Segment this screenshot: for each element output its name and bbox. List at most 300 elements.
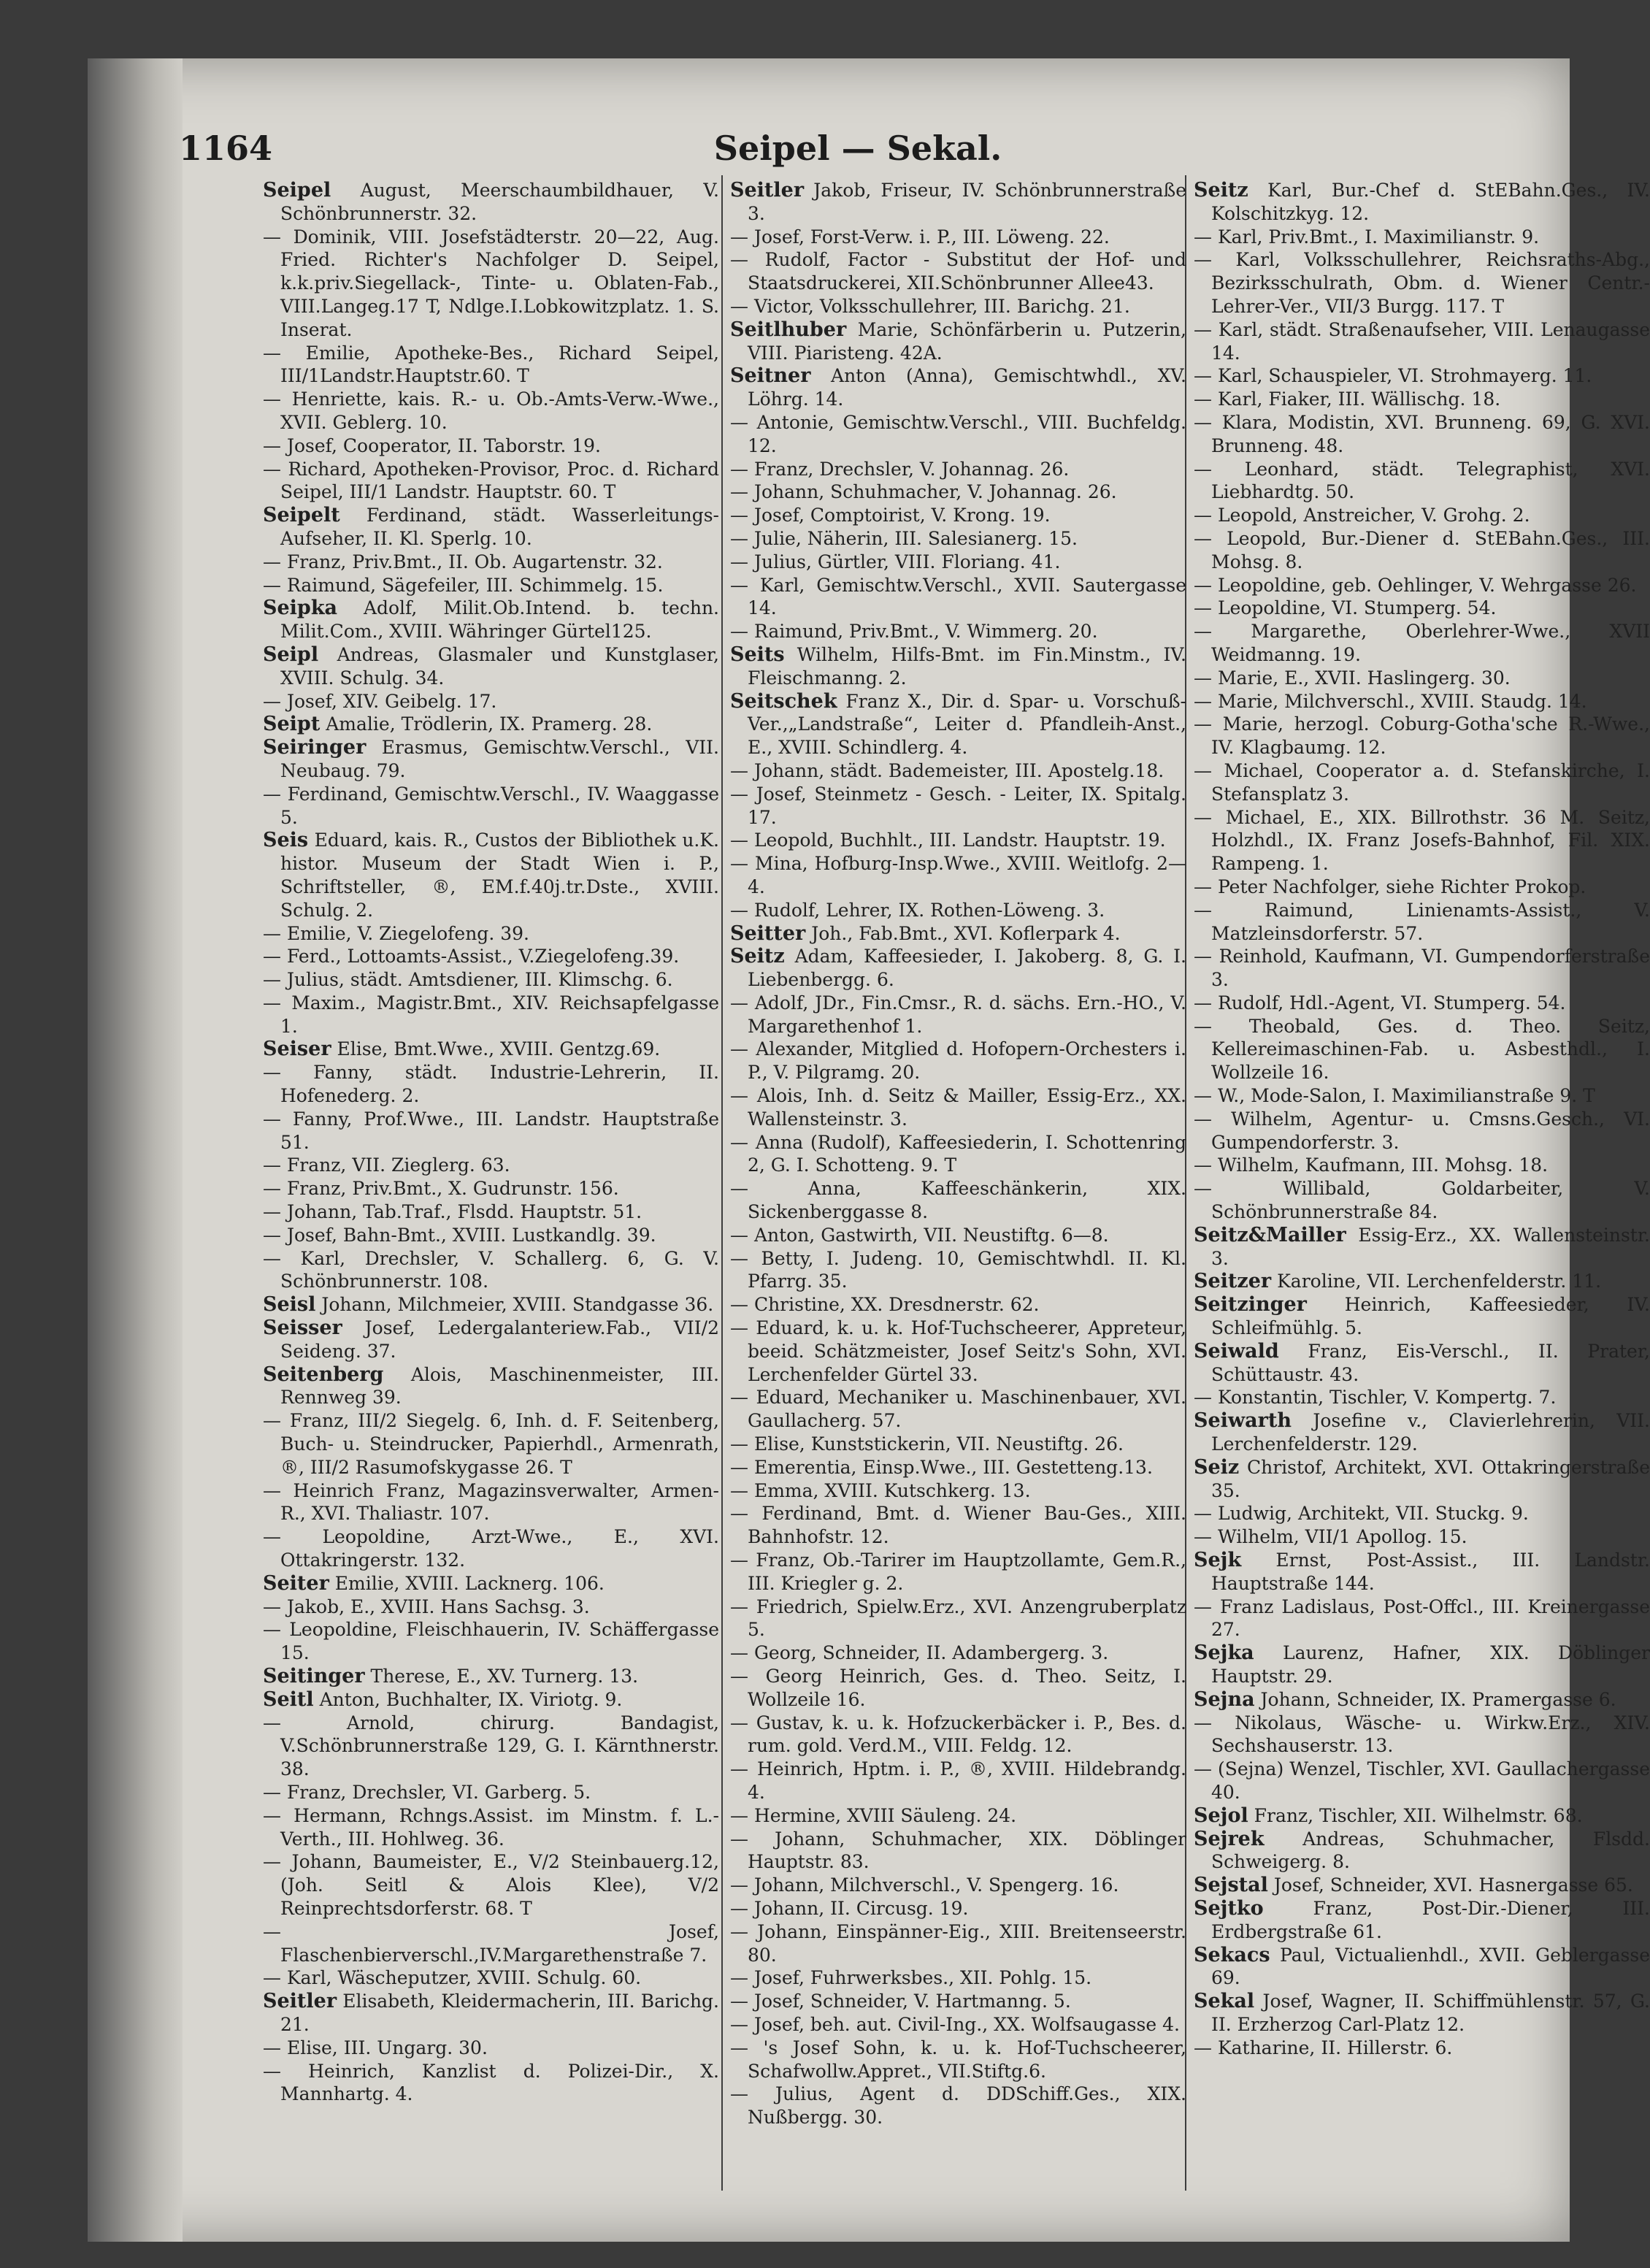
directory-entry bbox=[1194, 899, 1650, 946]
directory-entry bbox=[730, 852, 1186, 899]
running-title: Seipel — Sekal. bbox=[713, 129, 1002, 168]
entry-surname: Seiz bbox=[1194, 1455, 1240, 1479]
directory-entry bbox=[1194, 1874, 1650, 1897]
directory-entry bbox=[730, 1804, 1186, 1828]
entry-details: — Victor, Volksschullehrer, III. Barichg. 21. bbox=[730, 295, 1130, 317]
directory-entry bbox=[1194, 1944, 1650, 1991]
entry-details: — Anna (Rudolf), Kaffeesiederin, I. Schottenring 2, G. I. Schotteng. 9. T bbox=[730, 1131, 1186, 1176]
column-3 bbox=[1194, 179, 1650, 2194]
directory-entry bbox=[263, 945, 719, 968]
directory-entry bbox=[263, 1061, 719, 1108]
entry-details: — Franz, Drechsler, V. Johannag. 26. bbox=[730, 458, 1070, 480]
entry-details: — Ferd., Lottoamts-Assist., V.Ziegelofeng.39. bbox=[263, 946, 680, 968]
entry-surname: Seitinger bbox=[263, 1665, 365, 1687]
directory-entry bbox=[730, 1920, 1186, 1967]
directory-entry bbox=[1194, 2037, 1650, 2060]
entry-details: — Karl, Fiaker, III. Wällischg. 18. bbox=[1194, 388, 1501, 410]
entry-details: — Ferdinand, Bmt. d. Wiener Bau-Ges., XIII. Bahnhofstr. 12. bbox=[730, 1503, 1186, 1548]
entry-details: — Alexander, Mitglied d. Hofopern-Orchesters i. P., V. Pilgramg. 20. bbox=[730, 1038, 1186, 1084]
directory-entry bbox=[730, 1084, 1186, 1131]
entry-surname: Seipl bbox=[263, 643, 319, 666]
directory-entry bbox=[730, 458, 1186, 481]
entry-details: — Karl, Wäscheputzer, XVIII. Schulg. 60. bbox=[263, 1967, 642, 1989]
directory-entry bbox=[730, 1386, 1186, 1433]
entry-details: — Julius, städt. Amtsdiener, III. Klimschg. 6. bbox=[263, 969, 673, 991]
directory-entry bbox=[1194, 1177, 1650, 1224]
entry-surname: Seitzinger bbox=[1194, 1293, 1307, 1317]
directory-entry bbox=[263, 713, 719, 736]
entry-details: — Raimund, Linienamts-Assist., V. Matzleinsdorferstr. 57. bbox=[1194, 899, 1650, 944]
entry-surname: Seipt bbox=[263, 713, 321, 736]
directory-entry bbox=[730, 1665, 1186, 1712]
entry-details: — Klara, Modistin, XVI. Brunneng. 69, G. XVI. Brunneng. 48. bbox=[1194, 411, 1650, 456]
entry-details: Adolf, Milit.Ob.Intend. b. techn. Milit.Com., XVIII. Währinger Gürtel125. bbox=[280, 597, 719, 643]
entry-surname: Sejrek bbox=[1194, 1827, 1265, 1850]
directory-entry bbox=[730, 1293, 1186, 1317]
entry-details: — Julius, Gürtler, VIII. Floriang. 41. bbox=[730, 551, 1061, 572]
entry-surname: Seipka bbox=[263, 597, 338, 620]
entry-details: — Franz, Priv.Bmt., X. Gudrunstr. 156. bbox=[263, 1178, 619, 1200]
directory-entry bbox=[1194, 458, 1650, 505]
entry-details: Christof, Architekt, XVI. Ottakringerstraße 35. bbox=[1211, 1456, 1650, 1501]
directory-entry bbox=[1194, 1270, 1650, 1293]
entry-details: — Leopoldine, Arzt-Wwe., E., XVI. Ottakringerstr. 132. bbox=[263, 1526, 719, 1571]
directory-entry bbox=[730, 1433, 1186, 1456]
entry-details: — Michael, Cooperator a. d. Stefanskirche, I. Stefansplatz 3. bbox=[1194, 759, 1650, 805]
entry-details: Essig-Erz., XX. Wallensteinstr. 3. bbox=[1211, 1224, 1650, 1269]
directory-entry bbox=[1194, 1015, 1650, 1084]
directory-entry bbox=[263, 1618, 719, 1665]
entry-surname: Seitner bbox=[730, 364, 811, 388]
entry-details: — Maxim., Magistr.Bmt., XIV. Reichsapfelgasse 1. bbox=[263, 992, 719, 1037]
directory-entry bbox=[1194, 1828, 1650, 1874]
directory-entry bbox=[1194, 806, 1650, 876]
entry-details: — Leopold, Bur.-Diener d. StEBahn.Ges., III. Mohsg. 8. bbox=[1194, 527, 1650, 572]
entry-details: Heinrich, Kaffeesieder, IV. Schleifmühlg. 5. bbox=[1211, 1294, 1650, 1339]
directory-entry bbox=[263, 597, 719, 643]
directory-entry bbox=[730, 945, 1186, 992]
directory-entry bbox=[730, 248, 1186, 295]
entry-surname: Seitz bbox=[730, 945, 785, 968]
directory-entry bbox=[263, 1990, 719, 2037]
entry-details: — Leopold, Anstreicher, V. Grohg. 2. bbox=[1194, 505, 1530, 526]
entry-details: — Wilhelm, VII/1 Apollog. 15. bbox=[1194, 1526, 1467, 1548]
entry-details: Andreas, Schuhmacher, Flsdd. Schweigerg. 8. bbox=[1211, 1828, 1650, 1873]
entry-surname: Seipel bbox=[263, 179, 331, 202]
entry-details: — Heinrich, Hptm. i. P., ®, XVIII. Hildebrandg. 4. bbox=[730, 1758, 1186, 1803]
entry-details: — Alois, Inh. d. Seitz & Mailler, Essig-Erz., XX. Wallensteinstr. 3. bbox=[730, 1085, 1186, 1130]
directory-entry bbox=[1194, 992, 1650, 1015]
entry-surname: Seiter bbox=[263, 1571, 329, 1595]
entry-details: — Josef, XIV. Geibelg. 17. bbox=[263, 690, 497, 712]
directory-entry bbox=[730, 899, 1186, 922]
directory-entry bbox=[730, 922, 1186, 946]
entry-details: — Elise, Kunststickerin, VII. Neustiftg. 26. bbox=[730, 1433, 1124, 1455]
directory-entry bbox=[1194, 1595, 1650, 1642]
entry-details: Amalie, Trödlerin, IX. Pramerg. 28. bbox=[326, 713, 653, 735]
directory-entry bbox=[1194, 364, 1650, 388]
entry-details: — Josef, Steinmetz - Gesch. - Leiter, IX. Spitalg. 17. bbox=[730, 783, 1186, 828]
directory-entry bbox=[730, 992, 1186, 1038]
directory-entry bbox=[263, 388, 719, 434]
entry-details: — Wilhelm, Agentur- u. Cmsns.Gesch., VI. Gumpendorferstr. 3. bbox=[1194, 1108, 1650, 1153]
entry-surname: Seitl bbox=[263, 1687, 314, 1711]
directory-entry bbox=[1194, 226, 1650, 249]
directory-entry bbox=[730, 1177, 1186, 1224]
directory-entry bbox=[263, 1293, 719, 1317]
directory-entry bbox=[263, 2037, 719, 2060]
directory-entry bbox=[263, 1224, 719, 1247]
directory-entry bbox=[730, 759, 1186, 783]
directory-entry bbox=[1194, 1409, 1650, 1456]
entry-details: — Willibald, Goldarbeiter, V. Schönbrunnerstraße 84. bbox=[1194, 1178, 1650, 1223]
directory-entry bbox=[263, 434, 719, 458]
directory-entry bbox=[730, 1038, 1186, 1084]
directory-entry bbox=[730, 643, 1186, 690]
directory-entry bbox=[263, 1363, 719, 1410]
directory-entry bbox=[263, 690, 719, 713]
directory-entry bbox=[730, 1828, 1186, 1874]
entry-details: Elise, Bmt.Wwe., XVIII. Gentzg.69. bbox=[337, 1038, 661, 1060]
entry-details: — Ludwig, Architekt, VII. Stuckg. 9. bbox=[1194, 1503, 1529, 1525]
entry-details: — Leopoldine, Fleischhauerin, IV. Schäffergasse 15. bbox=[263, 1619, 719, 1664]
entry-details: — Emerentia, Einsp.Wwe., III. Gestetteng.13. bbox=[730, 1456, 1153, 1478]
directory-entry bbox=[263, 643, 719, 690]
entry-details: — Josef, Schneider, V. Hartmanng. 5. bbox=[730, 1991, 1071, 2012]
directory-entry bbox=[730, 1641, 1186, 1665]
entry-details: — Josef, Flaschenbierverschl.,IV.Margarethenstraße 7. bbox=[263, 1920, 719, 1966]
entry-details: — Rudolf, Hdl.-Agent, VI. Stumperg. 54. bbox=[1194, 992, 1566, 1014]
entry-surname: Seiringer bbox=[263, 736, 367, 759]
entry-details: — Johann, Einspänner-Eig., XIII. Breitenseerstr. 80. bbox=[730, 1920, 1186, 1966]
entry-details: — Georg, Schneider, II. Adambergerg. 3. bbox=[730, 1642, 1109, 1664]
directory-entry bbox=[1194, 388, 1650, 411]
entry-details: Josef, Schneider, XVI. Hasnergasse 65. bbox=[1273, 1874, 1633, 1896]
directory-entry bbox=[263, 922, 719, 946]
entry-details: — Wilhelm, Kaufmann, III. Mohsg. 18. bbox=[1194, 1154, 1549, 1176]
entry-details: Franz, Tischler, XII. Wilhelmstr. 68. bbox=[1254, 1804, 1583, 1826]
entry-details: — Adolf, JDr., Fin.Cmsr., R. d. sächs. Ern.-HO., V. Margarethenhof 1. bbox=[730, 992, 1186, 1037]
entry-details: — Leopoldine, VI. Stumperg. 54. bbox=[1194, 597, 1497, 619]
column-1 bbox=[263, 179, 719, 2194]
directory-entry bbox=[263, 1804, 719, 1851]
entry-details: Wilhelm, Hilfs-Bmt. im Fin.Minstm., IV. Fleischmanng. 2. bbox=[748, 643, 1186, 689]
directory-entry bbox=[730, 1456, 1186, 1479]
book-spine bbox=[88, 58, 183, 2242]
entry-details: — Johann, Milchverschl., V. Spengerg. 16. bbox=[730, 1874, 1119, 1896]
directory-entry bbox=[263, 1479, 719, 1526]
entry-details: Josef, Wagner, II. Schiffmühlenstr. 57, G. II. Erzherzog Carl-Platz 12. bbox=[1211, 1991, 1650, 2035]
entry-details: — Richard, Apotheken-Provisor, Proc. d. Richard Seipel, III/1 Landstr. Hauptstr. 60. T bbox=[263, 458, 719, 503]
entry-details: Josef, Ledergalanteriew.Fab., VII/2 Seideng. 37. bbox=[280, 1317, 719, 1362]
directory-entry bbox=[1194, 504, 1650, 527]
entry-details: — Karl, Volksschullehrer, Reichsraths-Abg., Bezirksschulrath, Obm. d. Wiener Centr.-Lehrer-Ver., VII/3 Burgg. 117. T bbox=[1194, 249, 1650, 317]
entry-surname: Sejtko bbox=[1194, 1896, 1264, 1920]
directory-entry bbox=[730, 1595, 1186, 1642]
entry-details: — Christine, XX. Dresdnerstr. 62. bbox=[730, 1294, 1040, 1316]
directory-entry bbox=[1194, 597, 1650, 620]
directory-entry bbox=[263, 458, 719, 505]
entry-details: — Anna, Kaffeeschänkerin, XIX. Sickenberggasse 8. bbox=[730, 1178, 1186, 1223]
entry-details: Johann, Milchmeier, XVIII. Standgasse 36. bbox=[321, 1294, 714, 1316]
directory-entry bbox=[1194, 713, 1650, 759]
entry-surname: Seitschek bbox=[730, 689, 837, 713]
entry-details: — Emilie, Apotheke-Bes., Richard Seipel, III/1Landstr.Hauptstr.60. T bbox=[263, 342, 719, 387]
entry-surname: Seitter bbox=[730, 922, 806, 945]
directory-entry bbox=[263, 1317, 719, 1363]
entry-details: Andreas, Glasmaler und Kunstglaser, XVIII. Schulg. 34. bbox=[280, 643, 719, 689]
entry-details: — Rudolf, Factor - Substitut der Hof- und Staatsdruckerei, XII.Schönbrunner Allee43. bbox=[730, 249, 1186, 294]
entry-surname: Sejna bbox=[1194, 1687, 1255, 1711]
directory-entry bbox=[263, 2060, 719, 2107]
entry-details: — Franz, Drechsler, VI. Garberg. 5. bbox=[263, 1781, 591, 1803]
page-number: 1164 bbox=[179, 129, 273, 168]
entry-surname: Seiwald bbox=[1194, 1339, 1279, 1363]
entry-details: — Karl, Schauspieler, VI. Strohmayerg. 11. bbox=[1194, 365, 1592, 387]
directory-entry bbox=[1194, 1641, 1650, 1688]
entry-details: — Nikolaus, Wäsche- u. Wirkw.Erz., XIV. Sechshauserstr. 13. bbox=[1194, 1712, 1650, 1757]
directory-entry bbox=[730, 620, 1186, 643]
directory-entry bbox=[263, 829, 719, 922]
entry-details: Josefine v., Clavierlehrerin, VII. Lerchenfelderstr. 129. bbox=[1211, 1410, 1650, 1455]
directory-entry bbox=[1194, 667, 1650, 690]
entry-surname: Seitler bbox=[730, 179, 805, 202]
directory-entry bbox=[263, 226, 719, 342]
directory-entry bbox=[1194, 527, 1650, 574]
directory-entry bbox=[730, 411, 1186, 458]
entry-details: — W., Mode-Salon, I. Maximilianstraße 9. T bbox=[1194, 1085, 1595, 1107]
entry-details: — Franz, III/2 Siegelg. 6, Inh. d. F. Seitenberg, Buch- u. Steindrucker, Papierhdl., Armenrath, ®, III/2 Rasumofskygasse 26. T bbox=[263, 1410, 719, 1478]
entry-details: — Jakob, E., XVIII. Hans Sachsg. 3. bbox=[263, 1595, 590, 1617]
entry-details: Laurenz, Hafner, XIX. Döblinger Hauptstr. 29. bbox=[1211, 1642, 1650, 1687]
entry-details: — Anton, Gastwirth, VII. Neustiftg. 6—8. bbox=[730, 1224, 1109, 1246]
directory-entry bbox=[1194, 876, 1650, 899]
directory-entry bbox=[1194, 574, 1650, 597]
entry-details: — Emilie, V. Ziegelofeng. 39. bbox=[263, 922, 529, 944]
entry-surname: Seitz&Mailler bbox=[1194, 1223, 1346, 1246]
directory-entry bbox=[263, 992, 719, 1038]
entry-details: Franz, Post-Dir.-Diener, III. Erdbergstraße 61. bbox=[1211, 1897, 1650, 1942]
directory-entry bbox=[1194, 1712, 1650, 1758]
entry-details: — Josef, Forst-Verw. i. P., III. Löweng. 22. bbox=[730, 226, 1110, 248]
entry-details: — Eduard, k. u. k. Hof-Tuchscheerer, Appreteur, beeid. Schätzmeister, Josef Seitz's Sohn, XVI. Lerchenfelder Gürtel 33. bbox=[730, 1317, 1186, 1385]
entry-details: — Ferdinand, Gemischtw.Verschl., IV. Waaggasse 5. bbox=[263, 783, 719, 828]
directory-entry bbox=[730, 1897, 1186, 1920]
entry-details: — Johann, II. Circusg. 19. bbox=[730, 1897, 969, 1919]
directory-entry bbox=[1194, 1990, 1650, 2037]
directory-entry bbox=[263, 1665, 719, 1688]
directory-entry bbox=[1194, 1804, 1650, 1828]
entry-details: — Josef, Cooperator, II. Taborstr. 19. bbox=[263, 434, 602, 456]
directory-entry bbox=[1194, 248, 1650, 318]
entry-details: — Michael, E., XIX. Billrothstr. 36 M. Seitz, Holzhdl., IX. Franz Josefs-Bahnhof, Fil. XIX. Rampeng. 1. bbox=[1194, 806, 1650, 875]
directory-entry bbox=[263, 342, 719, 388]
entry-details: Emilie, XVIII. Lacknerg. 106. bbox=[334, 1572, 605, 1594]
entry-details: — Johann, Baumeister, E., V/2 Steinbauerg.12, (Joh. Seitl & Alois Klee), V/2 Reinprechtsdorferstr. 68. T bbox=[263, 1851, 719, 1919]
entry-details: — Karl, städt. Straßenaufseher, VIII. Lenaugasse 14. bbox=[1194, 318, 1650, 364]
directory-entry bbox=[730, 1966, 1186, 1990]
entry-details: — Franz Ladislaus, Post-Offcl., III. Kreinergasse 27. bbox=[1194, 1595, 1650, 1641]
directory-entry bbox=[263, 1200, 719, 1224]
entry-details: — Johann, Tab.Traf., Flsdd. Hauptstr. 51. bbox=[263, 1201, 642, 1223]
directory-entry bbox=[730, 179, 1186, 226]
entry-details: — Theobald, Ges. d. Theo. Seitz, Kellereimaschinen-Fab. u. Asbesthdl., I. Wollzeile 16. bbox=[1194, 1015, 1650, 1084]
directory-entry bbox=[263, 736, 719, 783]
entry-details: — Josef, Fuhrwerksbes., XII. Pohlg. 15. bbox=[730, 1967, 1092, 1989]
entry-surname: Sejk bbox=[1194, 1549, 1242, 1572]
directory-entry bbox=[263, 1781, 719, 1804]
entry-details: Karl, Bur.-Chef d. StEBahn.Ges., IV. Kolschitzkyg. 12. bbox=[1211, 180, 1650, 224]
directory-entry bbox=[730, 2013, 1186, 2037]
entry-surname: Seiser bbox=[263, 1038, 331, 1061]
directory-entry bbox=[730, 690, 1186, 759]
page-header bbox=[179, 129, 1537, 180]
entry-surname: Sekal bbox=[1194, 1990, 1255, 2013]
entry-details: — Heinrich, Kanzlist d. Polizei-Dir., X. Mannhartg. 4. bbox=[263, 2060, 719, 2105]
directory-entry bbox=[730, 295, 1186, 318]
directory-entry bbox=[730, 318, 1186, 365]
entry-details: Jakob, Friseur, IV. Schönbrunnerstraße 3. bbox=[748, 180, 1186, 224]
entry-surname: Sejol bbox=[1194, 1804, 1248, 1827]
entry-details: — Franz, Priv.Bmt., II. Ob. Augartenstr. 32. bbox=[263, 551, 663, 572]
directory-entry bbox=[1194, 1340, 1650, 1387]
directory-entry bbox=[263, 1595, 719, 1619]
entry-details: — Peter Nachfolger, siehe Richter Prokop. bbox=[1194, 876, 1586, 897]
entry-details: Ernst, Post-Assist., III. Landstr. Hauptstraße 144. bbox=[1211, 1549, 1650, 1594]
entry-details: — Rudolf, Lehrer, IX. Rothen-Löweng. 3. bbox=[730, 899, 1105, 921]
directory-entry bbox=[730, 1247, 1186, 1294]
directory-entry bbox=[263, 1688, 719, 1712]
directory-entry bbox=[1194, 1525, 1650, 1549]
entry-details: — Karl, Drechsler, V. Schallerg. 6, G. V. Schönbrunnerstr. 108. bbox=[263, 1247, 719, 1292]
entry-details: — Raimund, Priv.Bmt., V. Wimmerg. 20. bbox=[730, 621, 1098, 643]
directory-entry bbox=[263, 504, 719, 551]
entry-surname: Seitler bbox=[263, 1990, 337, 2013]
entry-details: Adam, Kaffeesieder, I. Jakoberg. 8, G. I. Liebenbergg. 6. bbox=[748, 946, 1186, 991]
directory-entry bbox=[1194, 945, 1650, 992]
directory-entry bbox=[1194, 411, 1650, 458]
directory-entry bbox=[1194, 1154, 1650, 1177]
directory-page bbox=[88, 58, 1650, 2242]
directory-entry bbox=[263, 1712, 719, 1781]
entry-surname: Seitlhuber bbox=[730, 318, 847, 341]
entry-details: — Raimund, Sägefeiler, III. Schimmelg. 15. bbox=[263, 574, 664, 596]
directory-entry bbox=[1194, 1108, 1650, 1154]
entry-details: — Heinrich Franz, Magazinsverwalter, Armen-R., XVI. Thaliastr. 107. bbox=[263, 1479, 719, 1525]
directory-entry bbox=[263, 1966, 719, 1990]
entry-details: — Karl, Priv.Bmt., I. Maximilianstr. 9. bbox=[1194, 226, 1540, 248]
entry-surname: Sejstal bbox=[1194, 1874, 1268, 1897]
entry-details: — Antonie, Gemischtw.Verschl., VIII. Buchfeldg. 12. bbox=[730, 411, 1186, 456]
entry-details: Anton, Buchhalter, IX. Viriotg. 9. bbox=[319, 1688, 623, 1710]
entry-details: Erasmus, Gemischtw.Verschl., VII. Neubaug. 79. bbox=[280, 737, 719, 781]
entry-details: Alois, Maschinenmeister, III. Rennweg 39. bbox=[280, 1363, 719, 1409]
directory-entry bbox=[263, 1154, 719, 1177]
directory-entry bbox=[730, 783, 1186, 830]
entry-details: — Josef, Comptoirist, V. Krong. 19. bbox=[730, 505, 1051, 526]
entry-details: Joh., Fab.Bmt., XVI. Koflerpark 4. bbox=[811, 922, 1121, 944]
directory-entry bbox=[263, 1247, 719, 1294]
entry-details: — Katharine, II. Hillerstr. 6. bbox=[1194, 2037, 1453, 2058]
entry-surname: Seits bbox=[730, 643, 785, 666]
directory-entry bbox=[1194, 1224, 1650, 1271]
directory-entry bbox=[1194, 1456, 1650, 1503]
entry-details: Therese, E., XV. Turnerg. 13. bbox=[370, 1666, 639, 1687]
directory-entry bbox=[1194, 318, 1650, 365]
directory-entry bbox=[730, 1758, 1186, 1804]
directory-entry bbox=[263, 783, 719, 830]
entry-details: Eduard, kais. R., Custos der Bibliothek u.K. histor. Museum der Stadt Wien i. P., Schriftsteller, ®, EM.f.40j.tr.Dste., XVIII. Schulg. 2. bbox=[280, 830, 719, 921]
directory-entry bbox=[730, 226, 1186, 249]
entry-details: — Johann, Schuhmacher, XIX. Döblinger Hauptstr. 83. bbox=[730, 1828, 1186, 1873]
entry-details: Karoline, VII. Lerchenfelderstr. 11. bbox=[1277, 1271, 1602, 1292]
entry-details: — Dominik, VIII. Josefstädterstr. 20—22, Aug. Fried. Richter's Nachfolger D. Seipel, k.k.priv.Siegellack-, Tinte- u. Oblaten-Fab., VIII.Langeg.17 T, Ndlge.I.Lobkowitzplatz. 1. S. Inserat. bbox=[263, 226, 719, 340]
directory-entry bbox=[730, 1479, 1186, 1503]
directory-entry bbox=[730, 1874, 1186, 1897]
entry-details: — Josef, Bahn-Bmt., XVIII. Lustkandlg. 39. bbox=[263, 1224, 656, 1246]
entry-surname: Seitz bbox=[1194, 179, 1248, 202]
entry-details: Johann, Schneider, IX. Pramergasse 6. bbox=[1260, 1688, 1616, 1710]
directory-entry bbox=[1194, 1386, 1650, 1409]
directory-entry bbox=[263, 551, 719, 574]
entry-details: — Josef, beh. aut. Civil-Ing., XX. Wolfsaugasse 4. bbox=[730, 2013, 1180, 2035]
entry-details: — Franz, VII. Zieglerg. 63. bbox=[263, 1154, 510, 1176]
entry-details: — Margarethe, Oberlehrer-Wwe., XVII Weidmanng. 19. bbox=[1194, 621, 1650, 665]
entry-details: — Marie, E., XVII. Haslingerg. 30. bbox=[1194, 667, 1511, 689]
directory-entry bbox=[730, 574, 1186, 621]
directory-entry bbox=[730, 504, 1186, 527]
entry-details: Ferdinand, städt. Wasserleitungs-Aufseher, II. Kl. Sperlg. 10. bbox=[280, 505, 719, 549]
entry-details: — Hermann, Rchngs.Assist. im Minstm. f. L.-Verth., III. Hohlweg. 36. bbox=[263, 1804, 719, 1850]
entry-details: — Johann, städt. Bademeister, III. Apostelg.18. bbox=[730, 759, 1164, 781]
entry-surname: Seis bbox=[263, 829, 309, 852]
entry-details: — Fanny, Prof.Wwe., III. Landstr. Hauptstraße 51. bbox=[263, 1108, 719, 1153]
directory-entry bbox=[1194, 1549, 1650, 1595]
entry-details: — Franz, Ob.-Tarirer im Hauptzollamte, Gem.R., III. Kriegler g. 2. bbox=[730, 1549, 1186, 1594]
entry-details: — Betty, I. Judeng. 10, Gemischtwhdl. II. Kl. Pfarrg. 35. bbox=[730, 1247, 1186, 1292]
directory-entry bbox=[1194, 1293, 1650, 1340]
entry-details: — Georg Heinrich, Ges. d. Theo. Seitz, I. Wollzeile 16. bbox=[730, 1666, 1186, 1710]
entry-details: — Leopold, Buchhlt., III. Landstr. Hauptstr. 19. bbox=[730, 830, 1166, 851]
entry-surname: Seitenberg bbox=[263, 1363, 384, 1386]
directory-entry bbox=[263, 968, 719, 992]
entry-details: — Eduard, Mechaniker u. Maschinenbauer, XVI. Gaullacherg. 57. bbox=[730, 1387, 1186, 1432]
entry-details: — Reinhold, Kaufmann, VI. Gumpendorferstraße 3. bbox=[1194, 946, 1650, 991]
directory-entry bbox=[730, 1990, 1186, 2013]
entry-details: — Johann, Schuhmacher, V. Johannag. 26. bbox=[730, 481, 1117, 503]
entry-details: — 's Josef Sohn, k. u. k. Hof-Tuchscheerer, Schafwollw.Appret., VII.Stiftg.6. bbox=[730, 2037, 1186, 2082]
entry-details: Franz X., Dir. d. Spar- u. Vorschuß-Ver.,„Landstraße“, Leiter d. Pfandleih-Anst., E., XVIII. Schindlerg. 4. bbox=[748, 690, 1186, 759]
entry-surname: Seisl bbox=[263, 1293, 316, 1317]
entry-details: — Marie, herzogl. Coburg-Gotha'sche R.-Wwe., IV. Klagbaumg. 12. bbox=[1194, 713, 1650, 759]
directory-entry bbox=[730, 551, 1186, 574]
directory-entry bbox=[730, 1712, 1186, 1758]
entry-details: August, Meerschaumbildhauer, V. Schönbrunnerstr. 32. bbox=[280, 180, 719, 224]
directory-entry bbox=[730, 2083, 1186, 2129]
directory-entry bbox=[1194, 1758, 1650, 1804]
column-2 bbox=[730, 179, 1186, 2194]
directory-entry bbox=[263, 1572, 719, 1595]
directory-entry bbox=[1194, 1688, 1650, 1712]
entry-details: Anton (Anna), Gemischtwhdl., XV. Löhrg. 14. bbox=[748, 365, 1186, 410]
directory-entry bbox=[730, 1549, 1186, 1595]
entry-details: — Leonhard, städt. Telegraphist, XVI. Liebhardtg. 50. bbox=[1194, 458, 1650, 503]
directory-entry bbox=[1194, 759, 1650, 806]
entry-details: — Karl, Gemischtw.Verschl., XVII. Sautergasse 14. bbox=[730, 574, 1186, 619]
entry-details: — Mina, Hofburg-Insp.Wwe., XVIII. Weitlofg. 2—4. bbox=[730, 853, 1186, 897]
directory-entry bbox=[1194, 620, 1650, 667]
entry-details: Marie, Schönfärberin u. Putzerin, VIII. Piaristeng. 42A. bbox=[748, 318, 1187, 364]
